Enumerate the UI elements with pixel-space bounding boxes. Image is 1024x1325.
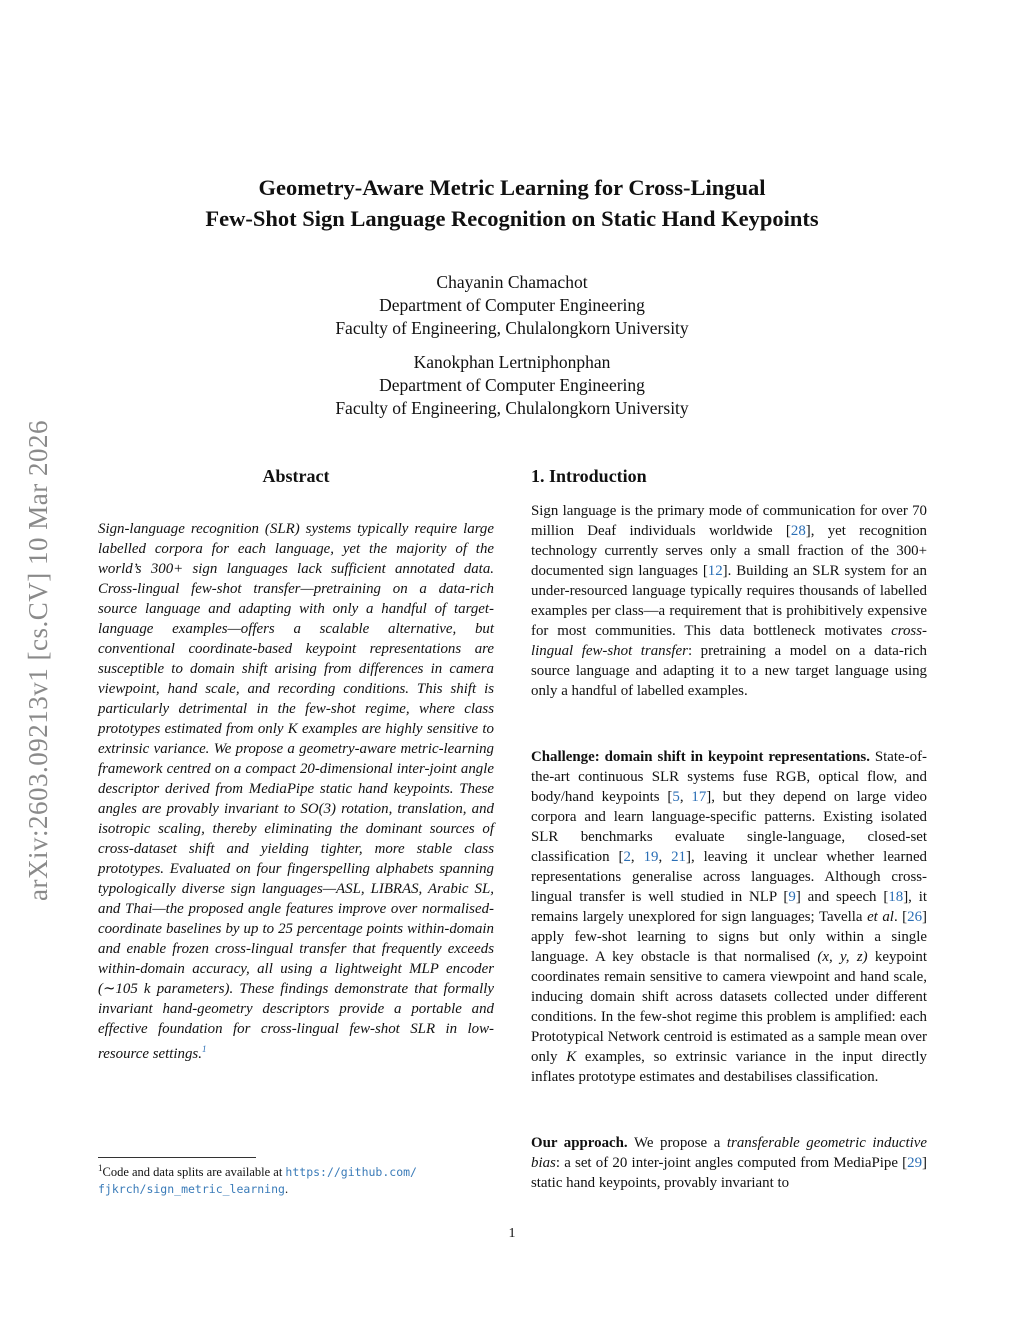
text-run: keypoint coordinates remain sensitive to camera viewpoint and hand scale, inducing domain shift across datasets collected under different conditions. In the few-shot regime this problem is amplified: each Prototypical Network centroid is estimated as a sample mean over only [531, 949, 928, 1065]
text-run: ] and speech [ [795, 889, 889, 905]
intro-paragraph-2 [531, 747, 927, 1087]
text-run: ] static hand keypoints, provably invariant to [531, 1155, 927, 1191]
intro-paragraph-1 [531, 501, 927, 701]
emphasis-run: et al [867, 909, 894, 925]
citation-link[interactable]: 12 [707, 563, 723, 579]
author-block-2 [0, 351, 1024, 420]
text-run: ], but they depend on large video corpora and learn language-specific patterns. Existing isolated SLR benchmarks evaluate single-language, closed-set classification [ [531, 789, 927, 865]
abstract-text: Sign-language recognition (SLR) systems typically require large labelled corpora for each language, yet the majority of the world’s 300+ sign languages lack sufficient annotated data. Cross-lingual few-shot transfer—pretraining on a data-rich source language and adapting with only a handful of target-language examples—offers a scalable alternative, but conventional coordinate-based keypoint representations are susceptible to domain shift arising from differences in camera viewpoint, hand scale, and recording conditions. This shift is particularly detrimental in the few-shot regime, where class prototypes estimated from only K examples are highly sensitive to extrinsic variance. We propose a geometry-aware metric-learning framework centred on a compact 20-dimensional inter-joint angle descriptor derived from MediaPipe static hand keypoints. These angles are provably invariant to SO(3) rotation, translation, and isotropic scaling, thereby eliminating the dominant sources of cross-dataset shift and yielding tighter, more stable class prototypes. Evaluated on four fingerspelling alphabets spanning typologically diverse sign languages—ASL, LIBRAS, Arabic SL, and Thai—the proposed angle features improve over normalised-coordinate baselines by up to 25 percentage points within-domain and enable frozen cross-lingual transfer that frequently exceeds within-domain accuracy, all using a lightweight MLP encoder (∼105 k parameters). These findings demonstrate that formally invariant hand-geometry descriptors provide a portable and effective foundation for cross-lingual few-shot SLR in low-resource settings. [98, 521, 494, 1062]
emphasis-run: transferable geometric inductive bias [531, 1135, 927, 1171]
citation-link[interactable]: 19 [643, 849, 659, 865]
citation-link[interactable]: 9 [788, 889, 796, 905]
text-run: , [658, 849, 672, 865]
footnote-marker-link[interactable]: 1 [201, 1044, 207, 1054]
title-line-1: Geometry-Aware Metric Learning for Cross-Lingual [258, 175, 766, 200]
text-run: ], leaving it unclear whether learned representations generalise across languages. Although cross-lingual transfer is well studied in NLP [ [531, 849, 927, 905]
citation-link[interactable]: 17 [691, 789, 707, 805]
emphasis-run: cross-lingual few-shot transfer [531, 623, 927, 659]
intro-paragraph-3 [531, 1133, 927, 1193]
author-faculty: Faculty of Engineering, Chulalongkorn University [335, 398, 689, 418]
text-run: Sign language is the primary mode of communication for over 70 million Deaf individuals worldwide [ [531, 503, 927, 539]
paragraph-run-head: Our approach. [531, 1135, 628, 1151]
text-run: , [679, 789, 692, 805]
url-part: https://github.com/ [285, 1165, 417, 1180]
text-run: ] apply few-shot learning to signs but only within a single language. A key obstacle is that normalised [531, 909, 928, 965]
citation-link[interactable]: 2 [623, 849, 631, 865]
arxiv-identifier-text: arXiv:2603.09213v1 [cs.CV] 10 Mar 2026 [22, 419, 53, 901]
page-number: 1 [508, 1226, 516, 1241]
footnote-divider [98, 1157, 256, 1158]
citation-link[interactable]: 5 [672, 789, 680, 805]
math-run: K [566, 1049, 577, 1065]
author-faculty: Faculty of Engineering, Chulalongkorn University [335, 318, 689, 338]
author-name: Chayanin Chamachot [436, 272, 588, 292]
author-department: Department of Computer Engineering [379, 295, 645, 315]
text-run: ], it remains largely unexplored for sign languages; Tavella [531, 889, 927, 925]
footnote-text: Code and data splits are available at [102, 1165, 283, 1180]
author-block-1 [0, 271, 1024, 340]
url-part: fjkrch/sign_metric_learning [98, 1182, 285, 1197]
footnote-marker: 1 [98, 1163, 103, 1173]
citation-link[interactable]: 26 [907, 909, 923, 925]
footnote-end: . [284, 1182, 289, 1197]
text-run: ]. Building an SLR system for an under-resourced language typically requires thousands of labelled examples per class—a requirement that is prohibitively expensive for most communities. This data bottleneck motivates [531, 563, 927, 639]
citation-link[interactable]: 21 [671, 849, 686, 865]
footnote [98, 1160, 494, 1198]
text-run: : a set of 20 inter-joint angles computed from MediaPipe [ [555, 1155, 908, 1171]
author-department: Department of Computer Engineering [379, 375, 645, 395]
author-name: Kanokphan Lertniphonphan [413, 352, 611, 372]
text-run: : pretraining a model on a data-rich source language and adapting it to a new target language using only a handful of labelled examples. [531, 643, 927, 699]
text-run: ], yet recognition technology currently serves only a small fraction of the 300+ documented sign languages [ [531, 523, 927, 579]
citation-link[interactable]: 18 [888, 889, 904, 905]
text-run: We propose a [627, 1135, 727, 1151]
text-run: , [630, 849, 644, 865]
introduction-heading: 1. Introduction [531, 466, 647, 486]
paragraph-run-head: Challenge: domain shift in keypoint representations. [531, 749, 870, 765]
arxiv-identifier [18, 360, 58, 960]
paper-title [0, 172, 1024, 234]
title-line-2: Few-Shot Sign Language Recognition on Static Hand Keypoints [205, 206, 819, 231]
text-run: State-of-the-art continuous SLR systems fuse RGB, optical flow, and body/hand keypoints [ [531, 749, 927, 805]
abstract-body [98, 519, 494, 1064]
citation-link[interactable]: 29 [907, 1155, 923, 1171]
math-run: (x, y, z) [817, 949, 868, 965]
citation-link[interactable]: 28 [790, 523, 806, 539]
abstract-heading: Abstract [262, 466, 330, 486]
text-run: examples, so extrinsic variance in the input directly inflates prototype estimates and destabilises classification. [531, 1049, 927, 1085]
text-run: . [ [893, 909, 908, 925]
